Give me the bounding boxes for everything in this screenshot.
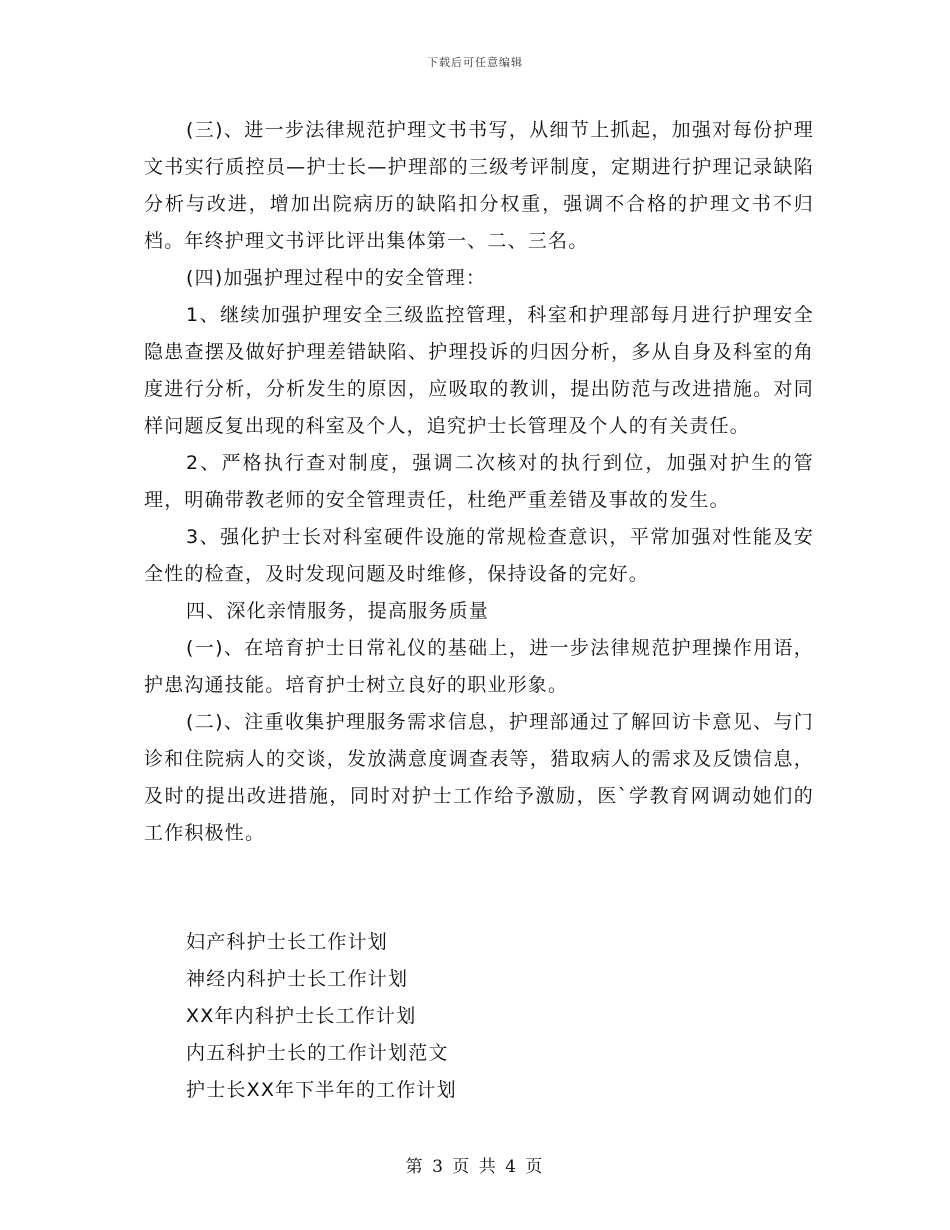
related-link[interactable]: 妇产科护士长工作计划 (186, 931, 389, 953)
document-body (144, 112, 814, 852)
related-link[interactable]: XX年内科护士长工作计划 (186, 1005, 417, 1027)
paragraph: 1、继续加强护理安全三级监控管理，科室和护理部每月进行护理安全隐患查摆及做好护理差错缺陷、护理投诉的归因分析，多从自身及科室的角度进行分析，分析发生的原因，应吸取的教训，提出防范与改进措施。对同样问题反复出现的科室及个人，追究护士长管理及个人的有关责任。 (144, 304, 814, 437)
paragraph: 2、严格执行查对制度，强调二次核对的执行到位，加强对护生的管理，明确带教老师的安全管理责任，杜绝严重差错及事故的发生。 (144, 452, 814, 511)
paragraph: 3、强化护士长对科室硬件设施的常规检查意识，平常加强对性能及安全性的检查，及时发现问题及时维修，保持设备的完好。 (144, 526, 814, 585)
related-link[interactable]: 护士长XX年下半年的工作计划 (186, 1079, 457, 1101)
related-links (186, 924, 457, 1109)
paragraph: (四)加强护理过程中的安全管理： (186, 267, 487, 289)
paragraph: (二)、注重收集护理服务需求信息，护理部通过了解回访卡意见、与门诊和住院病人的交谈，发放满意度调查表等，猎取病人的需求及反馈信息，及时的提出改进措施，同时对护士工作给予激励，医`学教育网调动她们的工作积极性。 (144, 711, 814, 844)
paragraph: (一)、在培育护士日常礼仪的基础上，进一步法律规范护理操作用语，护患沟通技能。培育护士树立良好的职业形象。 (144, 637, 814, 696)
page-number: 第 3 页 共 4 页 (405, 1157, 545, 1177)
section-heading: 四、深化亲情服务，提高服务质量 (186, 600, 490, 622)
page-header: 下载后可任意编辑 (427, 56, 523, 69)
related-link[interactable]: 内五科护士长的工作计划范文 (186, 1042, 449, 1064)
paragraph: (三)、进一步法律规范护理文书书写，从细节上抓起，加强对每份护理文书实行质控员—护士长—护理部的三级考评制度，定期进行护理记录缺陷分析与改进，增加出院病历的缺陷扣分权重，强调不合格的护理文书不归档。年终护理文书评比评出集体第一、二、三名。 (144, 119, 814, 252)
related-link[interactable]: 神经内科护士长工作计划 (186, 968, 409, 990)
